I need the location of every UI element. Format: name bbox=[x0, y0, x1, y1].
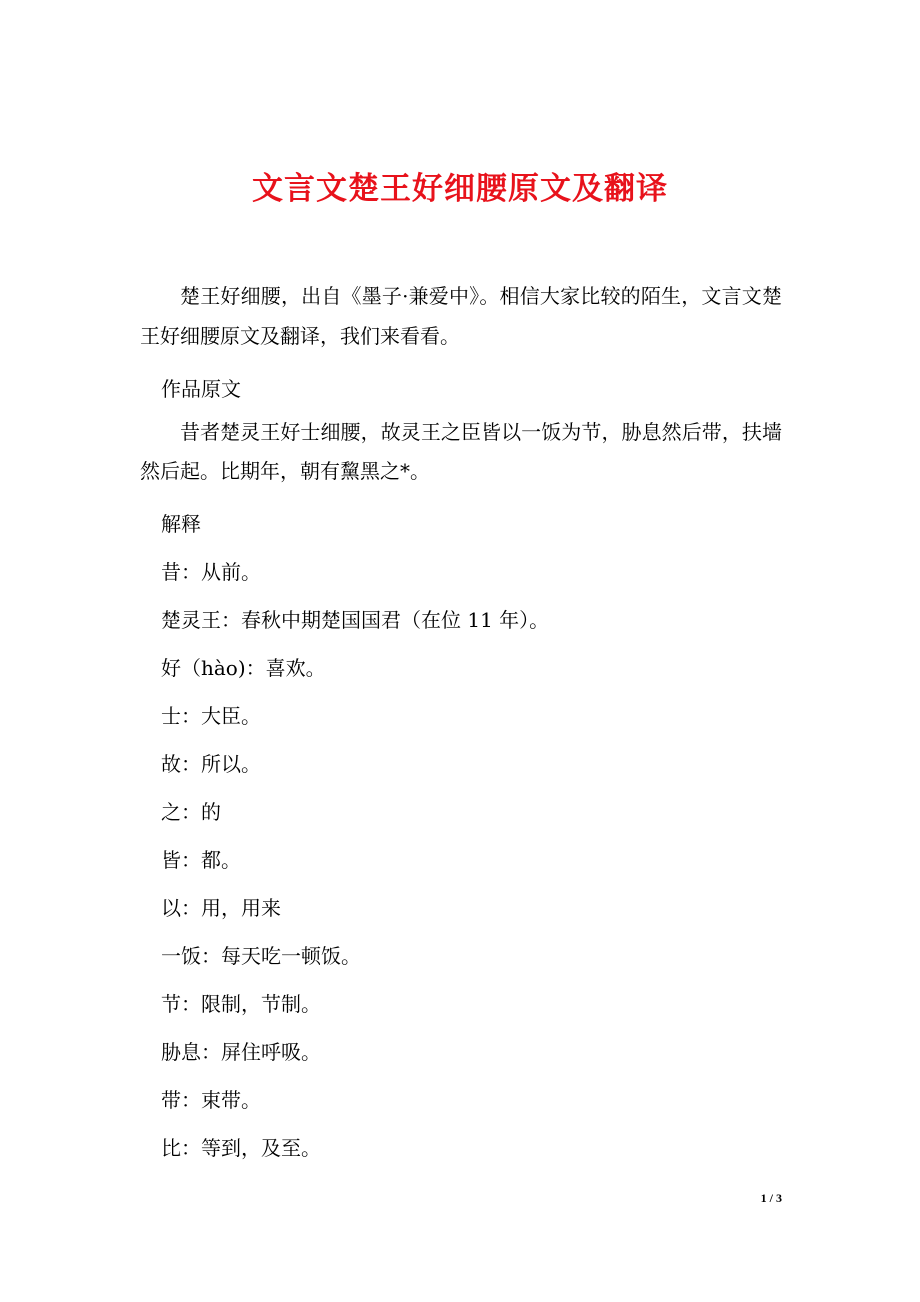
document-body bbox=[140, 276, 782, 1172]
original-text-paragraph: 昔者楚灵王好士细腰，故灵王之臣皆以一饭为节，胁息然后带，扶墙然后起。比期年，朝有黧黑之*。 bbox=[140, 420, 782, 483]
note-item: 一饭：每天吃一顿饭。 bbox=[161, 944, 361, 968]
original-heading: 作品原文 bbox=[161, 377, 241, 401]
note-item: 士：大臣。 bbox=[161, 704, 261, 728]
page-number: 1 / 3 bbox=[760, 1191, 782, 1205]
note-item: 好（hào)：喜欢。 bbox=[161, 656, 326, 680]
note-item: 故：所以。 bbox=[161, 752, 261, 776]
note-item: 胁息：屏住呼吸。 bbox=[161, 1040, 321, 1064]
note-item: 比：等到，及至。 bbox=[161, 1136, 321, 1160]
notes-heading: 解释 bbox=[161, 512, 201, 536]
note-item: 节：限制，节制。 bbox=[161, 992, 321, 1016]
note-item: 以：用，用来 bbox=[161, 896, 281, 920]
document-title: 文言文楚王好细腰原文及翻译 bbox=[252, 170, 668, 207]
note-item: 皆：都。 bbox=[161, 848, 241, 872]
note-item: 昔：从前。 bbox=[161, 560, 261, 584]
note-item: 楚灵王：春秋中期楚国国君（在位 11 年）。 bbox=[161, 608, 550, 632]
note-item: 之：的 bbox=[161, 800, 221, 824]
note-item: 带：束带。 bbox=[161, 1088, 261, 1112]
intro-paragraph: 楚王好细腰，出自《墨子·兼爱中》。相信大家比较的陌生，文言文楚王好细腰原文及翻译，我们来看看。 bbox=[140, 284, 782, 348]
notes-list bbox=[140, 548, 782, 1172]
